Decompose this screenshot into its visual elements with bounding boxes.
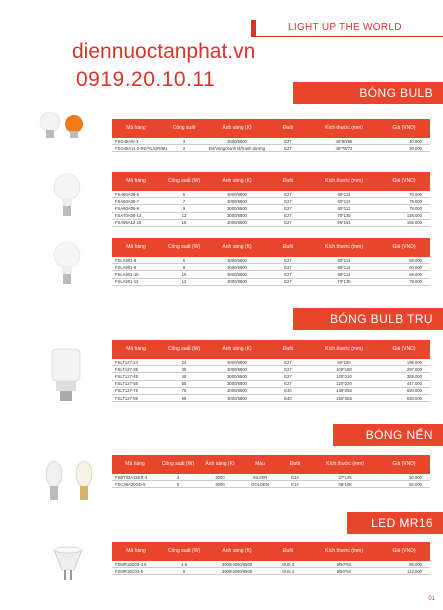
col-header: Công suất (W) xyxy=(167,345,201,352)
cell: E27 xyxy=(284,373,292,379)
cell: 3000/6500 xyxy=(227,138,247,144)
table-row xyxy=(112,366,430,373)
cell: 45*78/72 xyxy=(335,145,353,151)
table-row xyxy=(112,213,430,220)
mr16-table xyxy=(112,542,430,575)
cell: GU5.3 xyxy=(281,568,295,574)
cell: 60*112 xyxy=(337,191,351,197)
table-row xyxy=(112,264,430,271)
col-header: Kích thước (mm) xyxy=(325,124,363,131)
table-row xyxy=(112,205,430,212)
cell: 75 xyxy=(181,388,187,394)
table-row xyxy=(112,279,430,286)
table-header xyxy=(112,238,430,257)
col-header: Đuôi xyxy=(282,547,294,554)
cell: FSLT127-98 xyxy=(115,395,138,401)
cell: E27 xyxy=(284,359,292,365)
col-header: Mã hàng xyxy=(125,460,145,467)
cell: 100*180 xyxy=(336,366,352,372)
col-header: Ánh sáng (K) xyxy=(222,177,252,184)
cell: 75.000 xyxy=(409,198,422,204)
cell: 113.000 xyxy=(407,568,422,574)
section-banner-nen xyxy=(333,424,443,446)
cell: FSLA601-8 xyxy=(115,264,137,270)
cell: 3000/6500 xyxy=(227,359,247,365)
cell: 45*80/85 xyxy=(335,138,353,144)
cell: 60*112 xyxy=(337,264,351,270)
cell: 60.000 xyxy=(409,264,422,270)
col-header: Mã hàng xyxy=(126,243,146,250)
cell: 45 xyxy=(181,373,187,379)
cell: 3000/6500 xyxy=(227,191,247,197)
cell: 830.000 xyxy=(406,395,422,401)
cell: FSLA601-12 xyxy=(115,279,139,285)
cell: 82.000 xyxy=(409,481,422,487)
col-header: Kích thước (mm) xyxy=(325,547,363,554)
cell: E14 xyxy=(291,481,299,487)
col-header: Mã hàng xyxy=(126,345,146,352)
cell: FSG45A/II-3 xyxy=(115,138,139,144)
cell: GU5.3 xyxy=(281,561,295,567)
bulb-image-2 xyxy=(52,240,82,290)
table-row xyxy=(112,481,430,488)
cell: 9 xyxy=(182,205,186,211)
cell: 95*161 xyxy=(337,220,351,226)
cell: 3 xyxy=(182,138,186,144)
table-row xyxy=(112,257,430,264)
cell: 79.000 xyxy=(409,279,422,285)
col-header: Giá (VND) xyxy=(392,547,416,554)
cell: FSLT127-45 xyxy=(115,373,138,379)
cell: E27 xyxy=(284,257,292,263)
cell: E27 xyxy=(284,366,292,372)
col-header: Ánh sáng (K) xyxy=(222,243,252,250)
col-header: Đuôi xyxy=(282,345,294,352)
table-row xyxy=(112,271,430,278)
cell: FSBT03A15SR-3 xyxy=(115,474,148,480)
col-header: Công suất xyxy=(172,124,196,131)
cell: E27 xyxy=(284,264,292,270)
bulb-la-table xyxy=(112,238,430,286)
table-row xyxy=(112,191,430,198)
table-row xyxy=(112,388,430,395)
table-header xyxy=(112,172,430,191)
col-header: Giá (VND) xyxy=(392,345,416,352)
cell: E27 xyxy=(284,213,292,219)
col-header: Kích thước (mm) xyxy=(326,460,364,467)
cell: FSC36A20GD-5 xyxy=(115,481,146,487)
table-row xyxy=(112,395,430,402)
cell: 3000/6500 xyxy=(227,279,247,285)
section-banner-bulb xyxy=(293,82,443,104)
table-row xyxy=(112,359,430,366)
cell: FSLT127-35 xyxy=(115,366,138,372)
table-row xyxy=(112,138,430,145)
cell: 620.000 xyxy=(406,388,422,394)
cell: 79.000 xyxy=(409,205,422,211)
cell: FSA60A08-9 xyxy=(115,205,139,211)
cell: FSA95A12-18 xyxy=(115,220,142,226)
cell: E14 xyxy=(291,474,299,480)
cell: 120*210 xyxy=(336,373,352,379)
cell: 3000/6500 xyxy=(227,213,247,219)
col-header: Công suất (W) xyxy=(167,243,201,250)
cell: Ø50*52 xyxy=(336,561,352,567)
cell: FSMR16C03-5 xyxy=(115,568,143,574)
cell: 135*255 xyxy=(336,388,352,394)
cell: 3000/6500 xyxy=(227,220,247,226)
cell: E27 xyxy=(284,381,292,387)
cell: 56.000 xyxy=(409,257,422,263)
table-row xyxy=(112,568,430,575)
cell: FSLA601-10 xyxy=(115,271,139,277)
cell: 3000/6500 xyxy=(227,271,247,277)
cell: 70*135 xyxy=(337,279,351,285)
cell: 5 xyxy=(182,191,186,197)
mr16-image xyxy=(50,544,86,584)
header-rule xyxy=(251,36,443,37)
col-header: Đuôi xyxy=(282,243,294,250)
table-row xyxy=(112,145,430,152)
cell: GOLDEN xyxy=(251,481,269,487)
cell: Đỏ/Vàng/Xanh lá/Xanh dương xyxy=(208,145,266,151)
cell: E40 xyxy=(284,388,292,394)
table-header xyxy=(112,340,430,359)
cell: 447.000 xyxy=(406,381,422,387)
col-header: Đuôi xyxy=(282,177,294,184)
section-title-bulb-tru: BÓNG BULB TRỤ xyxy=(330,312,433,326)
cell: 4.5 xyxy=(181,561,187,567)
mini-bulb-image xyxy=(36,108,96,148)
cell: 3000/6500 xyxy=(227,264,247,270)
cell: 389.000 xyxy=(406,373,422,379)
cell: 150*265 xyxy=(336,395,352,401)
table-row xyxy=(112,381,430,388)
cell: FSA60A08-7 xyxy=(115,198,139,204)
table-row xyxy=(112,561,430,568)
table-row xyxy=(112,198,430,205)
cell: 3000 xyxy=(215,481,225,487)
cell: 60*112 xyxy=(337,257,351,263)
cell: FSG45A11-2-RD/YL/GR/BU xyxy=(115,145,168,151)
col-header: Mã hàng xyxy=(126,177,146,184)
col-header: Mã hàng xyxy=(126,547,146,554)
cell: 128.000 xyxy=(406,213,422,219)
page-number: 01 xyxy=(428,596,435,602)
cell: 3000/6500 xyxy=(227,257,247,263)
col-header: Kích thước (mm) xyxy=(325,345,363,352)
watermark-phone: 0919.20.10.11 xyxy=(76,68,216,91)
cell: 98 xyxy=(181,395,187,401)
header-tagline: LIGHT UP THE WORLD xyxy=(288,22,402,33)
cell: 3000/4000/6500 xyxy=(221,568,253,574)
col-header: Công suất (W) xyxy=(167,547,201,554)
watermark-site: diennuoctanphat.vn xyxy=(72,40,256,63)
header-accent-block xyxy=(251,20,256,36)
col-header: Ánh sáng (K) xyxy=(205,460,235,467)
cell: 60*112 xyxy=(337,198,351,204)
cell: 5 xyxy=(176,481,180,487)
cell: E27 xyxy=(284,191,292,197)
cell: 6 xyxy=(182,257,186,263)
bulb-tru-table xyxy=(112,340,430,402)
section-title-mr16: LED MR16 xyxy=(371,516,433,530)
cell: E40 xyxy=(284,395,292,401)
cell: 3000/4000/6500 xyxy=(221,561,253,567)
cell: 36*108 xyxy=(338,481,352,487)
cell: 3000/6500 xyxy=(227,373,247,379)
cell: 86.000 xyxy=(409,561,422,567)
cell: SILVER xyxy=(252,474,268,480)
cell: 35 xyxy=(181,366,187,372)
cell: 3 xyxy=(176,474,180,480)
cell: E27 xyxy=(284,220,292,226)
table-header xyxy=(112,455,430,474)
cell: E27 xyxy=(284,271,292,277)
bulb-a-table xyxy=(112,172,430,227)
cell: FSLT127-75 xyxy=(115,388,138,394)
col-header: Giá (VND) xyxy=(392,124,416,131)
cell: Ø50*52 xyxy=(336,568,352,574)
cell: FSLA601-6 xyxy=(115,257,137,263)
table-row xyxy=(112,373,430,380)
col-header: Ánh sáng (K) xyxy=(222,124,252,131)
cell: 12 xyxy=(181,279,187,285)
bulb-mini-table xyxy=(112,119,430,152)
col-header: Mã hàng xyxy=(126,124,146,131)
cell: E27 xyxy=(284,205,292,211)
col-header: Giá (VND) xyxy=(392,243,416,250)
col-header: Công suất (W) xyxy=(167,177,201,184)
nen-table xyxy=(112,455,430,488)
col-header: Đuôi xyxy=(282,124,294,131)
table-header xyxy=(112,542,430,561)
cell: 3000 xyxy=(215,474,225,480)
cell: 50.000 xyxy=(409,474,422,480)
col-header: Kích thước (mm) xyxy=(325,177,363,184)
section-title-bulb: BÓNG BULB xyxy=(359,86,433,100)
cell: 13 xyxy=(181,213,187,219)
cell: 7 xyxy=(182,198,186,204)
section-title-nen: BÓNG NẾN xyxy=(365,428,433,442)
cell: 66.000 xyxy=(409,271,422,277)
cell: 30.000 xyxy=(409,145,422,151)
cell: 3000/6500 xyxy=(227,381,247,387)
cell: E27 xyxy=(284,138,292,144)
cell: 80*150 xyxy=(337,359,351,365)
candle-bulb-image xyxy=(36,458,106,508)
cell: 60*112 xyxy=(337,271,351,277)
col-header: Giá (VND) xyxy=(392,177,416,184)
col-header: Đuôi xyxy=(289,460,301,467)
cell: 3000/6500 xyxy=(227,395,247,401)
cell: FSA70A08-13 xyxy=(115,213,142,219)
col-header: Màu xyxy=(255,460,265,467)
cell: FSLT127-55 xyxy=(115,381,138,387)
cell: FSMR16D03-4.5 xyxy=(115,561,147,567)
table-header xyxy=(112,119,430,138)
cell: 55 xyxy=(181,381,187,387)
cell: FSA60A08-5 xyxy=(115,191,139,197)
cell: 196.000 xyxy=(406,359,422,365)
cell: 70*135 xyxy=(337,213,351,219)
cell: E27 xyxy=(284,145,292,151)
cell: 3000/6500 xyxy=(227,205,247,211)
cell: 60*112 xyxy=(337,205,351,211)
col-header: Công suất (W) xyxy=(161,460,195,467)
col-header: Ánh sáng (K) xyxy=(222,547,252,554)
col-header: Kích thước (mm) xyxy=(325,243,363,250)
cell: 297.000 xyxy=(406,366,422,372)
bulb-tru-image xyxy=(46,345,86,405)
table-row xyxy=(112,220,430,227)
section-banner-mr16 xyxy=(347,512,443,534)
cell: 8 xyxy=(182,264,186,270)
cell: 10 xyxy=(181,271,187,277)
cell: E27 xyxy=(284,279,292,285)
cell: 24 xyxy=(181,359,187,365)
cell: 5 xyxy=(182,568,186,574)
cell: 37*125 xyxy=(338,474,352,480)
col-header: Ánh sáng (K) xyxy=(222,345,252,352)
cell: 2 xyxy=(182,145,186,151)
cell: 18 xyxy=(181,220,187,226)
cell: 40.000 xyxy=(409,138,422,144)
col-header: Giá (VND) xyxy=(392,460,416,467)
cell: 3000/6500 xyxy=(227,198,247,204)
table-row xyxy=(112,474,430,481)
section-banner-bulb-tru xyxy=(293,308,443,330)
cell: 3000/6500 xyxy=(227,366,247,372)
cell: 70.000 xyxy=(409,191,422,197)
bulb-image-1 xyxy=(52,172,82,222)
cell: E27 xyxy=(284,198,292,204)
cell: 120*220 xyxy=(336,381,352,387)
cell: 3000/6500 xyxy=(227,388,247,394)
cell: FSLT127-24 xyxy=(115,359,138,365)
cell: 155.000 xyxy=(406,220,422,226)
